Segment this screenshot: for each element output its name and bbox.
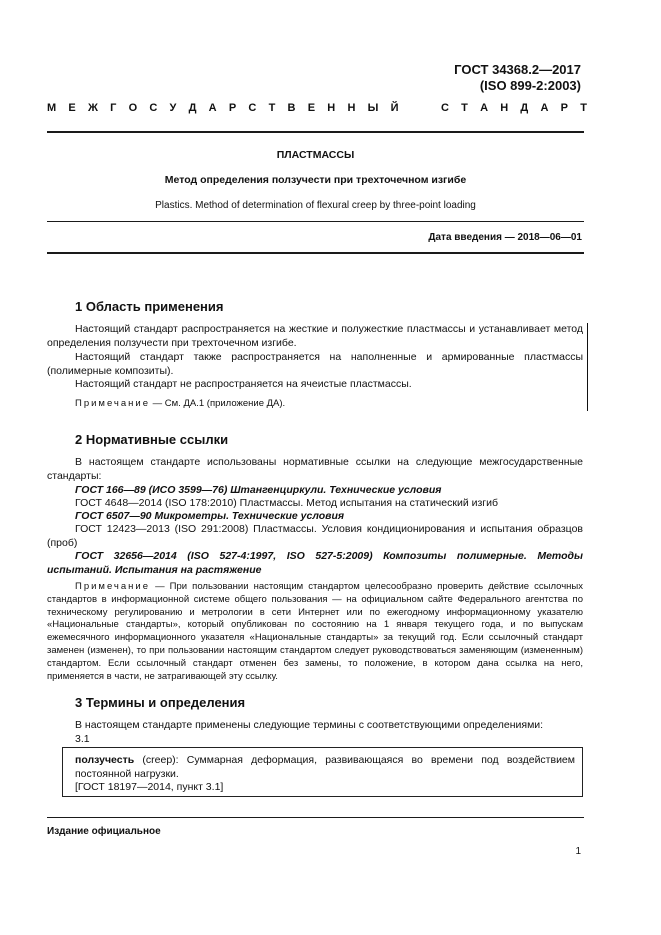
paragraph: В настоящем стандарте применены следующие термины с соответствующими определениями: — [75, 719, 544, 731]
reference-item: ГОСТ 4648—2014 (ISO 178:2010) Пластмассы. Метод испытания на статический изгиб — [75, 497, 498, 509]
banner-letter: Ж — [87, 102, 98, 114]
note-text: — См. ДА.1 (приложение ДА). — [150, 398, 286, 409]
banner-letter: Н — [347, 102, 356, 114]
term-text: (creep): Суммарная деформация, развивающаяся во времени под воздействием постоянной нагрузки. — [75, 754, 575, 780]
term-definition-box — [62, 747, 583, 797]
term-definition — [75, 754, 575, 781]
document-subtitle: Метод определения ползучести при трехточечном изгибе — [164, 174, 467, 186]
section-heading: 1 Область применения — [75, 299, 224, 314]
banner-letter: С — [149, 102, 158, 114]
banner-letter: Т — [580, 102, 587, 114]
term-source: [ГОСТ 18197—2014, пункт 3.1] — [75, 781, 224, 793]
banner-letter: В — [287, 102, 296, 114]
note-label: Примечание — [75, 581, 150, 592]
footer-rule — [47, 817, 584, 818]
section-heading: 2 Нормативные ссылки — [75, 432, 229, 447]
section-heading: 3 Термины и определения — [75, 695, 246, 710]
banner-letter: Д — [188, 102, 197, 114]
banner-letter: Ы — [367, 102, 379, 114]
banner-letter: Т — [461, 102, 468, 114]
iso-code: (ISO 899-2:2003) — [479, 78, 581, 93]
paragraph: Настоящий стандарт распространяется на жесткие и полужесткие пластмассы и устанавливает метод определения ползучести при трехточечном изгибе. — [47, 323, 583, 349]
introduction-date: Дата введения — 2018—06—01 — [428, 232, 582, 243]
banner-letter: А — [208, 102, 217, 114]
term: ползучесть — [75, 754, 135, 766]
title-rule — [47, 221, 584, 222]
document-title: ПЛАСТМАССЫ — [276, 149, 355, 161]
banner-letter: С — [440, 102, 449, 114]
paragraph: Настоящий стандарт также распространяется на наполненные и армированные пластмассы (полимерные композиты). — [47, 351, 583, 377]
paragraph: В настоящем стандарте использованы нормативные ссылки на следующие межгосударственные стандарты: — [47, 456, 583, 482]
paragraph: Настоящий стандарт не распространяется на ячеистые пластмассы. — [75, 378, 412, 390]
banner-letter: Е — [307, 102, 316, 114]
note — [47, 581, 583, 683]
change-bar — [587, 323, 588, 411]
date-rule — [47, 252, 584, 254]
banner-letter: Р — [228, 102, 237, 114]
reference-item: ГОСТ 32656—2014 (ISO 527-4:1997, ISO 527-5:2009) Композиты полимерные. Методы испытаний. Испытания на растяжение — [47, 550, 583, 576]
english-title: Plastics. Method of determination of flexural creep by three-point loading — [155, 200, 476, 211]
banner-letter: А — [480, 102, 489, 114]
banner-letter: Г — [110, 102, 117, 114]
banner-letter: Т — [268, 102, 276, 114]
note — [47, 398, 583, 411]
note-text: — При пользовании настоящим стандартом целесообразно проверить действие ссылочных стандартов в информационной системе общего пользования — на официальном сайте Федерального агентства по техническому регулированию и метрологии в сети Интернет или по ежегодному информационному указателю «Национальные стандарты», который опубликован по состоянию на 1 января текущего года, и по выпускам ежемесячного информационного указателя «Национальные стандарты» за текущий год. Если ссылочный стандарт заменен (изменен), то при пользовании настоящим стандартом следует руководствоваться заменяющим (измененным) стандартом. Если ссылочный стандарт отменен без замены, то положение, в котором дана ссылка на него, применяется в части, не затрагивающей эту ссылку. — [47, 581, 583, 682]
reference-item: ГОСТ 166—89 (ИСО 3599—76) Штангенциркули. Технические условия — [75, 484, 442, 496]
banner-letter: С — [248, 102, 257, 114]
standard-type-banner — [47, 102, 587, 114]
banner-letter: Д — [520, 102, 529, 114]
banner-letter: Н — [327, 102, 336, 114]
reference-item: ГОСТ 12423—2013 (ISO 291:2008) Пластмассы. Условия кондиционирования и испытания образцов (проб) — [47, 523, 583, 549]
banner-letter: О — [128, 102, 138, 114]
banner-letter: Р — [560, 102, 568, 114]
note-label: Примечание — [75, 398, 150, 409]
banner-letter: М — [47, 102, 57, 114]
term-number: 3.1 — [75, 733, 90, 745]
edition-label: Издание официальное — [47, 826, 161, 837]
banner-letter: Й — [390, 102, 399, 114]
banner-letter: А — [540, 102, 549, 114]
reference-item: ГОСТ 6507—90 Микрометры. Технические условия — [75, 510, 345, 522]
banner-letter: Е — [68, 102, 76, 114]
header-rule — [47, 131, 584, 133]
page-number: 1 — [575, 846, 581, 857]
banner-letter: У — [169, 102, 177, 114]
banner-letter: Н — [500, 102, 509, 114]
document-code: ГОСТ 34368.2—2017 — [454, 62, 581, 77]
